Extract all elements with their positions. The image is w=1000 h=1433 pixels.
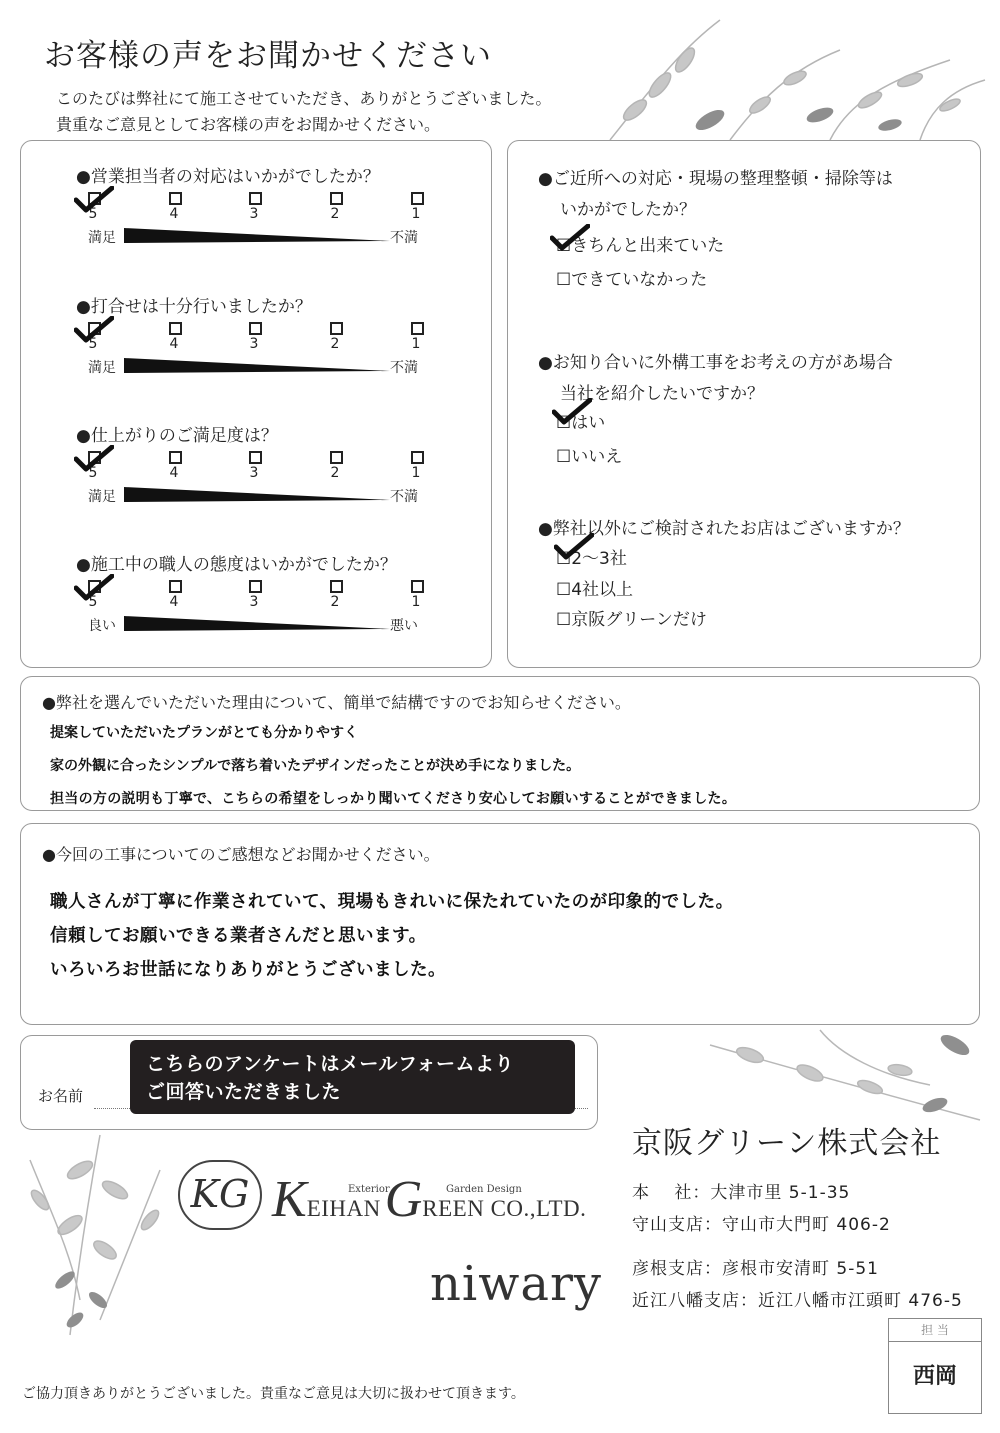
checkmark-icon bbox=[550, 224, 590, 252]
rating-scale-number: 3 bbox=[249, 465, 259, 481]
rating-question-text: ●仕上がりのご満足度は？ bbox=[76, 426, 278, 446]
reason-label: ●弊社を選んでいただいた理由について、簡単で結構ですのでお知らせください。 bbox=[42, 693, 631, 712]
reason-line-2: 家の外観に合ったシンプルで落ち着いたデザインだったことが決め手になりました。 bbox=[50, 758, 581, 774]
rating-scale-number: 1 bbox=[411, 206, 421, 222]
foliage-top-right bbox=[590, 10, 990, 145]
rating-checkbox[interactable] bbox=[249, 322, 262, 335]
brand-k: K bbox=[272, 1171, 307, 1228]
scale-left-label: 満足 bbox=[88, 360, 116, 376]
rating-scale-number: 3 bbox=[249, 594, 259, 610]
notice-line-1: こちらのアンケートはメールフォームより bbox=[146, 1053, 515, 1075]
office-headquarters: 本 社：大津市里 5-1-35 bbox=[632, 1183, 851, 1203]
impressions-line-1: 職人さんが丁寧に作業されていて、現場もきれいに保たれていたのが印象的でした。 bbox=[50, 892, 734, 912]
rating-scale-number: 5 bbox=[88, 206, 98, 222]
rating-checkbox[interactable] bbox=[330, 580, 343, 593]
rating-scale-number: 1 bbox=[411, 465, 421, 481]
foliage-bottom-right bbox=[700, 1025, 990, 1125]
staff-label: 担 当 bbox=[889, 1319, 981, 1342]
scale-right-label: 不満 bbox=[390, 489, 418, 505]
rating-checkbox[interactable] bbox=[249, 451, 262, 464]
option-2-3-companies[interactable]: ☐2～3社 bbox=[556, 549, 627, 569]
option-keihan-only[interactable]: ☐京阪グリーンだけ bbox=[556, 610, 707, 630]
option-yes[interactable]: ☐はい bbox=[556, 413, 606, 433]
rating-question-text: ●営業担当者の対応はいかがでしたか？ bbox=[76, 167, 380, 187]
rating-checkbox[interactable] bbox=[411, 322, 424, 335]
satisfaction-wedge bbox=[124, 485, 392, 503]
rating-scale-number: 3 bbox=[249, 206, 259, 222]
rating-checkbox[interactable] bbox=[411, 451, 424, 464]
option-no[interactable]: ☐いいえ bbox=[556, 447, 623, 467]
q-referral-line2: 当社を紹介したいですか？ bbox=[560, 384, 764, 404]
impressions-label: ●今回の工事についてのご感想などお聞かせください。 bbox=[42, 845, 440, 864]
scale-left-label: 満足 bbox=[88, 230, 116, 246]
checkmark-icon bbox=[74, 574, 114, 602]
option-4-plus[interactable]: ☐4社以上 bbox=[556, 580, 634, 600]
rating-question-text: ●打合せは十分行いましたか？ bbox=[76, 297, 312, 317]
brand-reen: REEN CO.,LTD. bbox=[422, 1196, 587, 1221]
niwary-logo: niwary bbox=[430, 1256, 603, 1312]
kg-monogram-logo: KG bbox=[178, 1160, 262, 1230]
checkmark-icon bbox=[74, 445, 114, 473]
office-omihachiman: 近江八幡支店：近江八幡市江頭町 476-5 bbox=[632, 1291, 963, 1311]
satisfaction-wedge bbox=[124, 614, 392, 632]
rating-scale-number: 1 bbox=[411, 594, 421, 610]
q-referral-line1: ●お知り合いに外構工事をお考えの方があ場合 bbox=[538, 353, 893, 373]
office-moriyama: 守山支店：守山市大門町 406-2 bbox=[632, 1215, 891, 1235]
scale-right-label: 不満 bbox=[390, 230, 418, 246]
rating-scale-number: 5 bbox=[88, 465, 98, 481]
q-neighbors-line1: ●ご近所への対応・現場の整理整頓・掃除等は bbox=[538, 169, 893, 189]
name-label: お名前 bbox=[38, 1087, 84, 1105]
rating-checkbox[interactable] bbox=[249, 192, 262, 205]
office-hikone: 彦根支店：彦根市安清町 5-51 bbox=[632, 1259, 879, 1279]
scale-left-label: 満足 bbox=[88, 489, 116, 505]
option-done-well[interactable]: ☐きちんと出来ていた bbox=[556, 236, 725, 256]
rating-checkbox[interactable] bbox=[330, 322, 343, 335]
rating-scale-number: 4 bbox=[169, 594, 179, 610]
intro-line-2: 貴重なご意見としてお客様の声をお聞かせください。 bbox=[56, 115, 441, 134]
notice-line-2: ご回答いただきました bbox=[146, 1081, 342, 1103]
mailform-notice bbox=[130, 1040, 575, 1114]
rating-scale-number: 4 bbox=[169, 336, 179, 352]
rating-scale-number: 2 bbox=[330, 465, 340, 481]
rating-scale-number: 3 bbox=[249, 336, 259, 352]
rating-checkbox[interactable] bbox=[249, 580, 262, 593]
foliage-bottom-left bbox=[10, 1130, 190, 1340]
rating-scale-number: 5 bbox=[88, 594, 98, 610]
rating-scale-number: 2 bbox=[330, 336, 340, 352]
footer-note: ご協力頂きありがとうございました。貴重なご意見は大切に扱わせて頂きます。 bbox=[22, 1386, 525, 1402]
rating-scale-number: 4 bbox=[169, 206, 179, 222]
rating-scale-number: 4 bbox=[169, 465, 179, 481]
checkmark-icon bbox=[554, 533, 594, 561]
reason-line-3: 担当の方の説明も丁寧で、こちらの希望をしっかり聞いてくださり安心してお願いすることができました。 bbox=[50, 791, 737, 807]
checkmark-icon bbox=[74, 186, 114, 214]
brand-garden-design: Garden Design bbox=[446, 1184, 522, 1195]
rating-scale-number: 2 bbox=[330, 594, 340, 610]
rating-scale-number: 1 bbox=[411, 336, 421, 352]
brand-g: G bbox=[384, 1171, 423, 1228]
rating-checkbox[interactable] bbox=[411, 580, 424, 593]
rating-checkbox[interactable] bbox=[169, 192, 182, 205]
rating-checkbox[interactable] bbox=[169, 451, 182, 464]
brand-eihan: EIHAN bbox=[306, 1196, 381, 1221]
rating-scale-number: 5 bbox=[88, 336, 98, 352]
q-neighbors-line2: いかがでしたか？ bbox=[560, 200, 696, 220]
scale-right-label: 悪い bbox=[390, 618, 418, 634]
reason-line-1: 提案していただいたプランがとても分かりやすく bbox=[50, 725, 358, 741]
q-competitors: ●弊社以外にご検討されたお店はございますか？ bbox=[538, 519, 910, 539]
scale-right-label: 不満 bbox=[390, 360, 418, 376]
impressions-line-2: 信頼してお願いできる業者さんだと思います。 bbox=[50, 926, 427, 946]
satisfaction-wedge bbox=[124, 356, 392, 374]
page-title: お客様の声をお聞かせください bbox=[44, 38, 492, 74]
rating-checkbox[interactable] bbox=[330, 451, 343, 464]
intro-line-1: このたびは弊社にて施工させていただき、ありがとうございました。 bbox=[56, 89, 552, 108]
option-not-done[interactable]: ☐できていなかった bbox=[556, 270, 708, 290]
satisfaction-wedge bbox=[124, 226, 392, 244]
rating-checkbox[interactable] bbox=[411, 192, 424, 205]
rating-checkbox[interactable] bbox=[169, 322, 182, 335]
rating-question-text: ●施工中の職人の態度はいかがでしたか？ bbox=[76, 555, 397, 575]
checkmark-icon bbox=[552, 398, 592, 426]
keihan-green-logo bbox=[272, 1170, 586, 1229]
staff-box bbox=[888, 1318, 982, 1414]
staff-name: 西岡 bbox=[912, 1364, 957, 1389]
scale-left-label: 良い bbox=[88, 618, 116, 634]
rating-scale-number: 2 bbox=[330, 206, 340, 222]
brand-exterior: Exterior bbox=[348, 1184, 390, 1195]
rating-checkbox[interactable] bbox=[330, 192, 343, 205]
company-name: 京阪グリーン株式会社 bbox=[632, 1126, 942, 1161]
rating-checkbox[interactable] bbox=[169, 580, 182, 593]
checkmark-icon bbox=[74, 316, 114, 344]
impressions-line-3: いろいろお世話になりありがとうございました。 bbox=[50, 960, 446, 980]
